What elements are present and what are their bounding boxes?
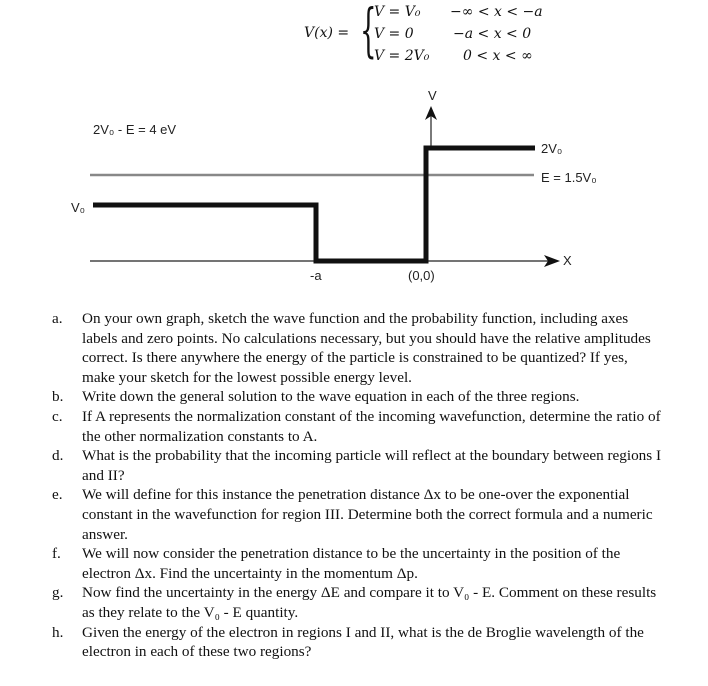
question-marker: b. [52,388,64,406]
question-marker: f. [52,545,61,563]
energy-note: 2V₀ - E = 4 eV [93,122,177,137]
label-v0: V₀ [71,200,86,215]
question-marker: a. [52,310,63,327]
question-text: We will define for this instance the penetration distance Δx to be one-over the exponential constant in the wavefunction for region III. Determine both the correct formula and a numeric answer. [82,486,653,543]
question-item [52,623,662,662]
equation-lhs: V(x) = [304,25,350,41]
question-item [52,485,662,544]
question-text: We will now consider the penetration distance to be the uncertainty in the position of the electron Δx. Find the uncertainty in the momentum Δp. [82,545,621,582]
question-text: If A represents the normalization constant of the incoming wavefunction, determine the ratio of the other normalization constants to A. [82,407,661,445]
question-item [52,583,662,622]
question-item [52,309,662,387]
question-marker: d. [52,447,64,465]
case-3-range: 0 < x < ∞ [463,48,533,64]
question-marker: g. [52,584,64,602]
x-axis-label: X [563,253,572,268]
case-1-value: V = V₀ [374,4,421,20]
case-1-range: −∞ < x < −a [450,4,543,20]
potential-step [93,148,535,261]
question-item [52,544,662,583]
question-item [52,446,662,485]
potential-diagram [0,0,708,300]
label-minus-a: -a [310,268,322,283]
question-item [52,407,662,446]
label-2v0: 2V₀ [541,141,563,156]
label-origin: (0,0) [408,268,435,283]
question-text: On your own graph, sketch the wave function and the probability function, including axes labels and zero points. No calculations necessary, but you should have the relative amplitudes correct. Is there anywhere the energy of the particle is constrained to be quantized? If yes, make your sketch for the lowest possible energy level. [82,310,651,386]
question-list [52,309,662,662]
question-text: Write down the general solution to the wave equation in each of the three regions. [82,388,580,406]
case-3-value: V = 2V₀ [374,48,430,64]
question-marker: h. [52,623,64,641]
question-text: What is the probability that the incoming particle will reflect at the boundary between regions I and II? [82,447,662,484]
label-energy: E = 1.5V₀ [541,170,597,185]
question-marker: e. [52,486,63,504]
question-text: Given the energy of the electron in regions I and II, what is the de Broglie wavelength of the electron in each of these two regions? [82,623,644,661]
v-axis-label: V [428,88,437,103]
question-item [52,387,662,407]
case-2-range: −a < x < 0 [453,26,532,42]
question-marker: c. [52,407,63,425]
brace: { [360,0,377,64]
question-text: Now find the uncertainty in the energy ΔE and compare it to V₀ - E. Comment on these results as they relate to the V₀ - E quantity. [82,584,657,621]
case-2-value: V = 0 [374,26,414,42]
